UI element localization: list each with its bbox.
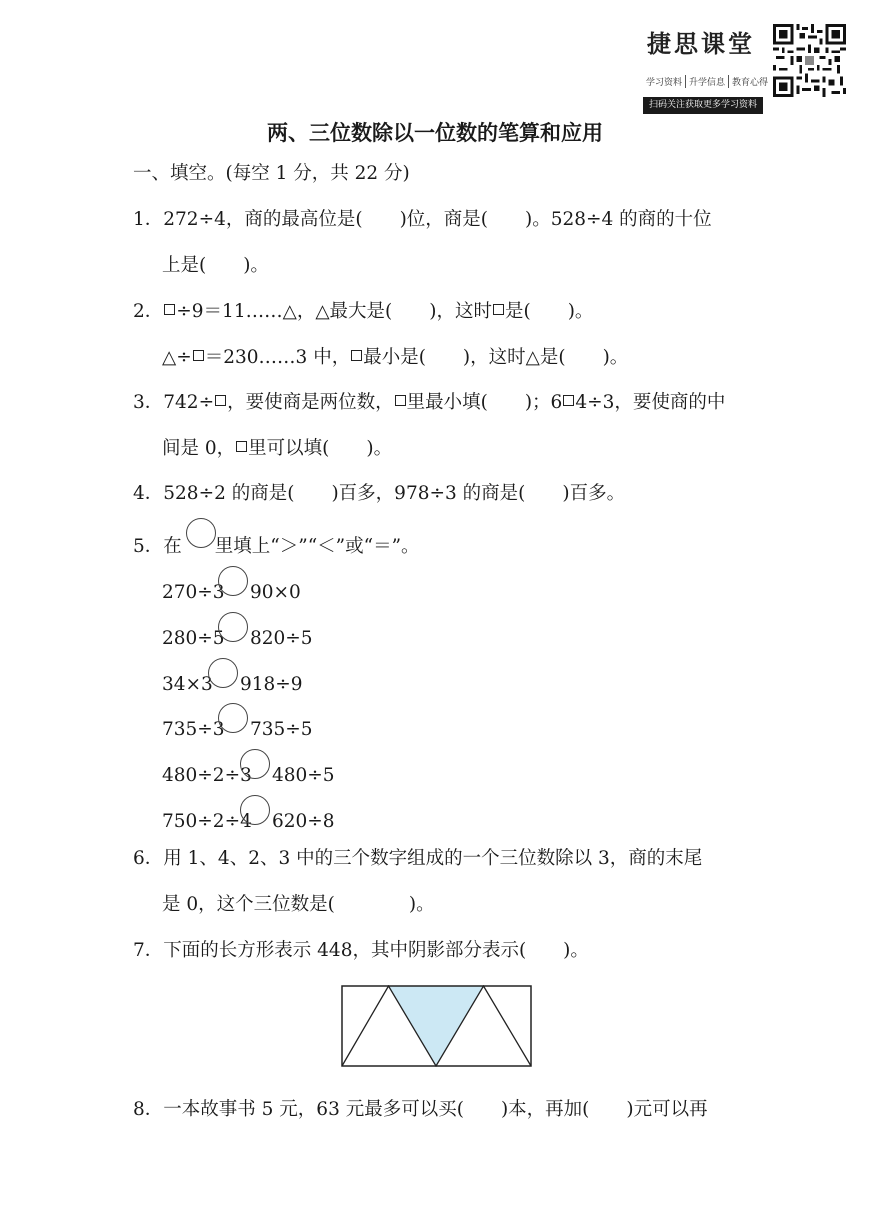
circle-blank-icon[interactable] xyxy=(218,703,248,733)
q8-line1: 8．一本故事书 5 元，63 元最多可以买( )本，再加( )元可以再 xyxy=(133,1099,708,1120)
square-blank-icon xyxy=(563,395,574,406)
q1-line2: 上是( )。 xyxy=(162,255,269,276)
q5-item-right: 90×0 xyxy=(250,582,301,603)
q2-line1 xyxy=(133,298,593,326)
brand-tags xyxy=(643,75,769,88)
q3-text: 4÷3，要使商的中 xyxy=(575,392,726,413)
q1-line1: 1．272÷4，商的最高位是( )位，商是( )。528÷4 的商的十位 xyxy=(133,209,712,230)
circle-blank-icon[interactable] xyxy=(186,518,216,548)
q5-item-right: 620÷8 xyxy=(272,811,335,832)
q5-item-right: 480÷5 xyxy=(272,765,335,786)
section-heading: 一、填空。(每空 1 分，共 22 分) xyxy=(133,163,410,184)
q3-text: 间是 0， xyxy=(162,438,236,459)
q7-line1: 7．下面的长方形表示 448，其中阴影部分表示( )。 xyxy=(133,940,589,961)
q4-line1: 4．528÷2 的商是( )百多，978÷3 的商是( )百多。 xyxy=(133,483,626,504)
brand-banner: 扫码关注获取更多学习资料 xyxy=(643,97,763,114)
q5-stem xyxy=(133,533,420,561)
q3-line2 xyxy=(162,435,392,463)
square-blank-icon xyxy=(493,304,504,315)
q3-text: ，要使商是两位数， xyxy=(227,392,394,413)
q5-item-right: 820÷5 xyxy=(250,628,313,649)
q3-text: 3．742÷ xyxy=(133,392,215,413)
q5-item-left: 750÷2÷4 xyxy=(162,811,252,832)
brand-tag: 学习资料 xyxy=(643,75,686,88)
brand-tag: 升学信息 xyxy=(686,75,729,88)
square-blank-icon xyxy=(351,350,362,361)
q5-item-left: 735÷3 xyxy=(162,719,225,740)
q3-line1 xyxy=(133,389,725,417)
rectangle-diagram xyxy=(341,985,532,1067)
circle-blank-icon[interactable] xyxy=(218,612,248,642)
q2-text: 是( )。 xyxy=(504,301,594,322)
q5-item-left: 270÷3 xyxy=(162,582,225,603)
circle-blank-icon[interactable] xyxy=(240,795,270,825)
circle-blank-icon[interactable] xyxy=(218,566,248,596)
q2-text: 2． xyxy=(133,301,164,322)
q5-item-left: 280÷5 xyxy=(162,628,225,649)
q2-line2 xyxy=(162,344,628,372)
q2-text: ＝230……3 中， xyxy=(204,347,351,368)
q5-item-right: 918÷9 xyxy=(240,674,303,695)
shaded-triangle xyxy=(389,986,484,1066)
q5-item-left: 480÷2÷3 xyxy=(162,765,252,786)
q5-item-right: 735÷5 xyxy=(250,719,313,740)
square-blank-icon xyxy=(236,441,247,452)
brand-logo xyxy=(643,18,769,110)
q5-text: 里填上“＞”“＜”或“＝”。 xyxy=(214,536,420,557)
square-blank-icon xyxy=(395,395,406,406)
q2-text: ÷9＝11……△，△最大是( )，这时 xyxy=(176,301,492,322)
q2-text: 最小是( )，这时△是( )。 xyxy=(363,347,629,368)
page-title: 两、三位数除以一位数的笔算和应用 xyxy=(267,121,603,145)
q5-text: 5．在 xyxy=(133,536,182,557)
circle-blank-icon[interactable] xyxy=(208,658,238,688)
q2-text: △÷ xyxy=(162,347,192,368)
square-blank-icon xyxy=(193,350,204,361)
square-blank-icon xyxy=(215,395,226,406)
brand-name: 捷思课堂 xyxy=(647,30,755,58)
q3-text: 里最小填( )；6 xyxy=(406,392,563,413)
q5-item-left: 34×3 xyxy=(162,674,213,695)
q6-line2: 是 0，这个三位数是( )。 xyxy=(162,894,435,915)
qr-code-icon xyxy=(773,24,846,97)
brand-tag: 教育心得 xyxy=(732,78,769,88)
circle-blank-icon[interactable] xyxy=(240,749,270,779)
square-blank-icon xyxy=(164,304,175,315)
q3-text: 里可以填( )。 xyxy=(248,438,393,459)
q6-line1: 6．用 1、4、2、3 中的三个数字组成的一个三位数除以 3，商的末尾 xyxy=(133,848,703,869)
